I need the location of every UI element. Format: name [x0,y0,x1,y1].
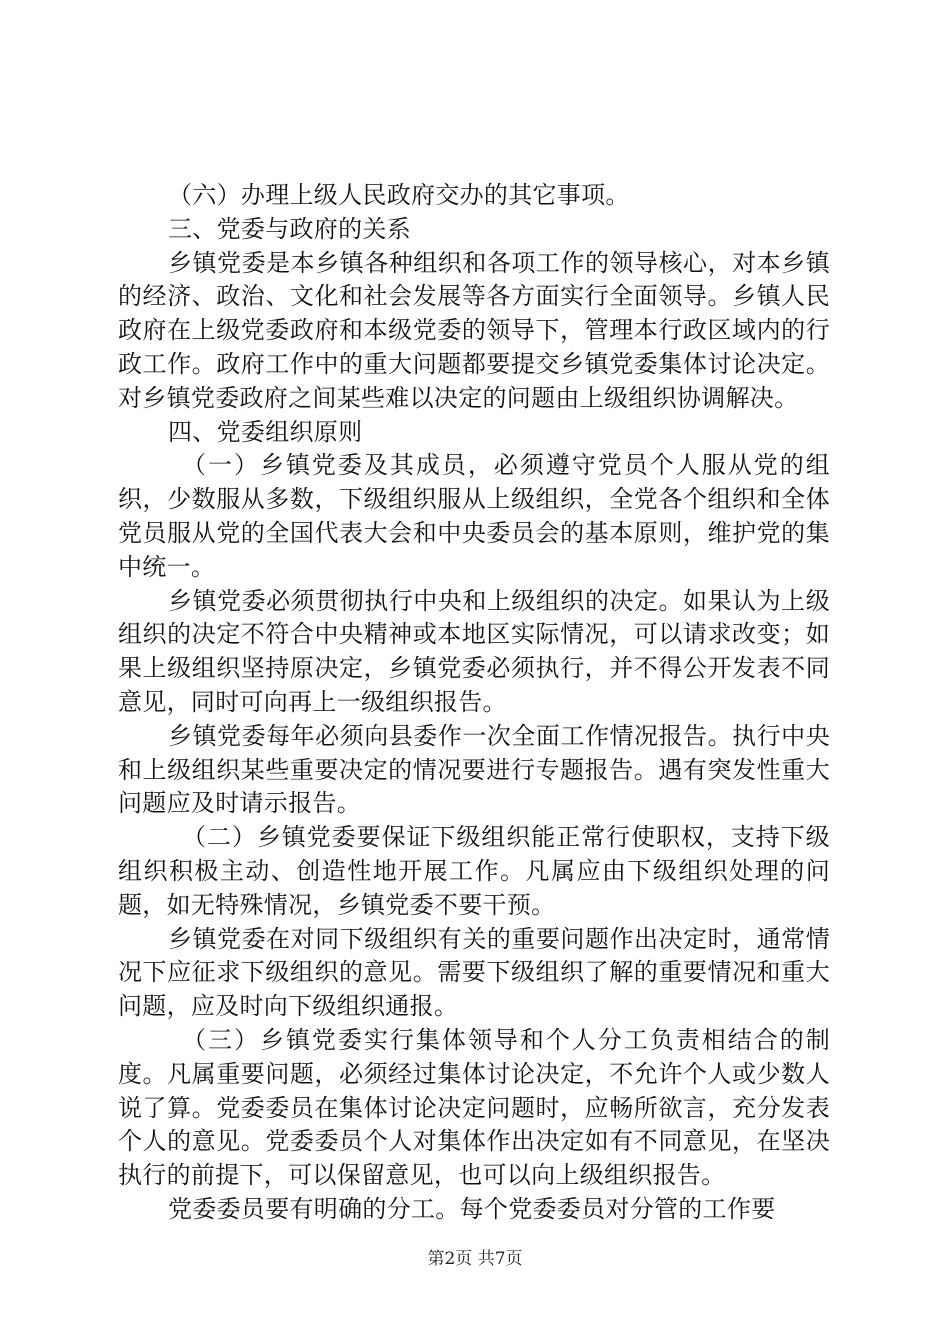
paragraph: 党委委员要有明确的分工。每个党委委员对分管的工作要 [168,1194,776,1223]
paragraph: 乡镇党委是本乡镇各种组织和各项工作的领导核心，对本乡镇的经济、政治、文化和社会发展等各方面实行全面领导。乡镇人民政府在上级党委政府和本级党委的领导下，管理本行政区域内的行政工作。政府工作中的重大问题都要提交乡镇党委集体讨论决定。对乡镇党委政府之间某些难以决定的问题由上级组织协调解决。 [118,248,830,412]
paragraph: 乡镇党委必须贯彻执行中央和上级组织的决定。如果认为上级组织的决定不符合中央精神或本地区实际情况，可以请求改变；如果上级组织坚持原决定，乡镇党委必须执行，并不得公开发表不同意见，同时可向再上一级组织报告。 [118,586,830,716]
paragraph-item-3: （三）乡镇党委实行集体领导和个人分工负责相结合的制度。凡属重要问题，必须经过集体讨论决定，不允许个人或少数人说了算。党委委员在集体讨论决定问题时，应畅所欲言，充分发表个人的意见。党委委员个人对集体作出决定如有不同意见，在坚决执行的前提下，可以保留意见，也可以向上级组织报告。 [118,1025,830,1190]
paragraph-item-1: （一）乡镇党委及其成员，必须遵守党员个人服从党的组织，少数服从多数，下级组织服从上级组织，全党各个组织和全体党员服从党的全国代表大会和中央委员会的基本原则，维护党的集中统一。 [118,451,830,581]
paragraph-item-6: （六）办理上级人民政府交办的其它事项。 [168,181,630,209]
paragraph: 乡镇党委每年必须向县委作一次全面工作情况报告。执行中央和上级组织某些重要决定的情况要进行专题报告。遇有突发性重大问题应及时请示报告。 [118,721,830,818]
document-body [118,179,830,1227]
paragraph: 乡镇党委在对同下级组织有关的重要问题作出决定时，通常情况下应征求下级组织的意见。需要下级组织了解的重要情况和重大问题，应及时向下级组织通报。 [118,924,830,1021]
paragraph-item-2: （二）乡镇党委要保证下级组织能正常行使职权，支持下级组织积极主动、创造性地开展工作。凡属应由下级组织处理的问题，如无特殊情况，乡镇党委不要干预。 [118,823,830,919]
page-number-footer: 第2页 共7页 [427,1249,523,1269]
section-heading-4: 四、党委组织原则 [168,417,363,446]
section-heading-3: 三、党委与政府的关系 [168,214,411,243]
